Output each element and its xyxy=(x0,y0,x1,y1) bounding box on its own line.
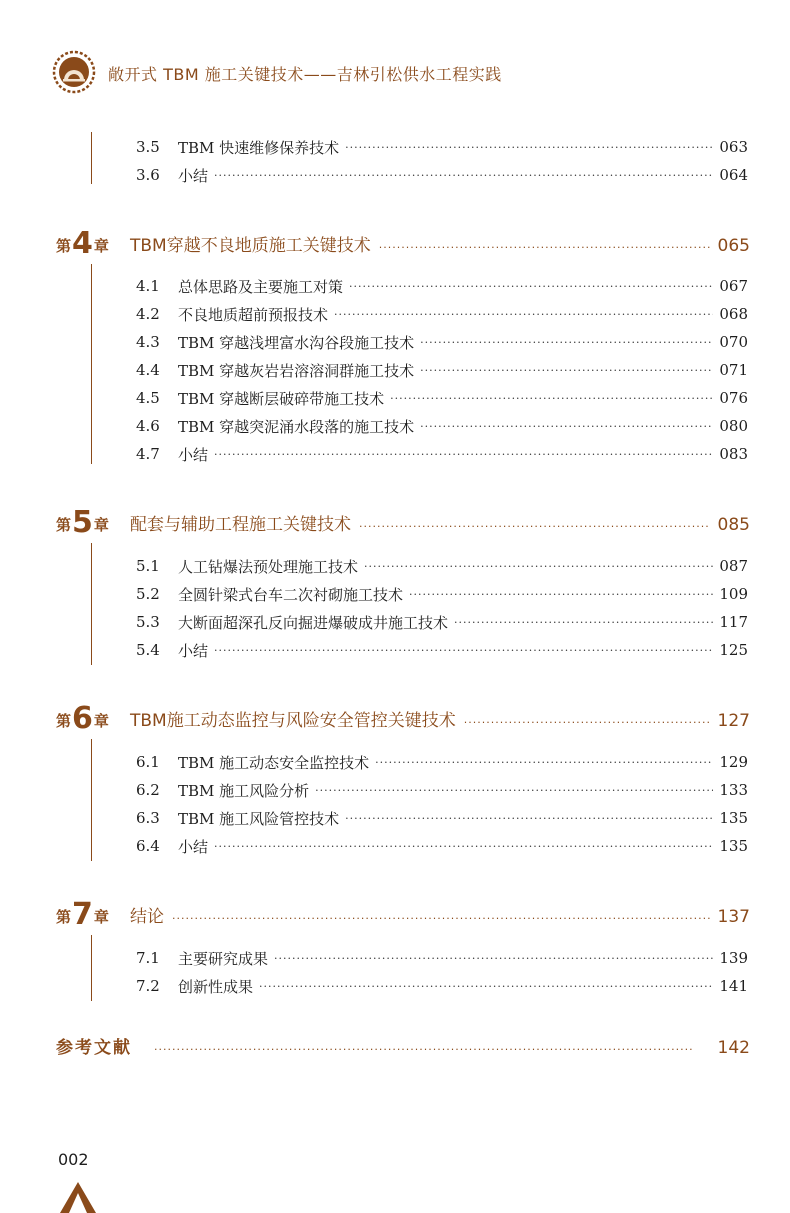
page-ref: 071 xyxy=(719,361,748,379)
toc-entry[interactable] xyxy=(136,357,748,383)
section-title: 小结 xyxy=(178,166,209,185)
section-number: 5.3 xyxy=(136,613,160,631)
chapter-title: TBM施工动态监控与风险安全管控关键技术 xyxy=(130,711,456,731)
toc-entry[interactable] xyxy=(136,637,748,663)
leader-dots xyxy=(390,392,713,405)
section-number: 4.5 xyxy=(136,389,160,407)
page-ref: 141 xyxy=(719,977,748,995)
leader-dots xyxy=(334,308,713,321)
chapter-prefix: 第 xyxy=(56,908,72,926)
toc-entry[interactable] xyxy=(136,749,748,775)
page-ref: 087 xyxy=(719,557,748,575)
section-number: 4.4 xyxy=(136,361,160,379)
page-ref: 109 xyxy=(719,585,748,603)
section-title: TBM 穿越断层破碎带施工技术 xyxy=(178,389,385,408)
section-title: TBM 施工风险分析 xyxy=(178,781,310,800)
page-ref: 133 xyxy=(719,781,748,799)
section-number: 5.4 xyxy=(136,641,160,659)
section-title: 小结 xyxy=(178,641,209,660)
toc-entry[interactable] xyxy=(136,413,748,439)
page-ref: 067 xyxy=(719,277,748,295)
toc-entry[interactable] xyxy=(136,973,748,999)
page-ref: 068 xyxy=(719,305,748,323)
section-number: 4.2 xyxy=(136,305,160,323)
chapter-prefix: 第 xyxy=(56,237,72,255)
page-ref: 139 xyxy=(719,949,748,967)
chapter-label xyxy=(56,703,130,735)
section-title: TBM 施工动态安全监控技术 xyxy=(178,753,370,772)
references-page: 142 xyxy=(717,1038,750,1058)
leader-dots xyxy=(409,588,713,601)
section-title: 大断面超深孔反向掘进爆破成井施工技术 xyxy=(178,613,449,632)
section-number: 4.3 xyxy=(136,333,160,351)
toc-entry[interactable] xyxy=(136,581,748,607)
leader-dots xyxy=(274,952,713,965)
leader-dots xyxy=(214,448,713,461)
leader-dots xyxy=(214,840,713,853)
leader-dots xyxy=(454,616,713,629)
toc-entry[interactable] xyxy=(136,301,748,327)
section-number: 6.4 xyxy=(136,837,160,855)
page-number: 002 xyxy=(58,1150,89,1169)
chapter-prefix: 第 xyxy=(56,516,72,534)
section-number: 4.7 xyxy=(136,445,160,463)
section-title: 人工钻爆法预处理施工技术 xyxy=(178,557,359,576)
leader-dots xyxy=(345,812,713,825)
toc-entry[interactable] xyxy=(136,162,748,188)
section-number: 6.2 xyxy=(136,781,160,799)
page-ref: 080 xyxy=(719,417,748,435)
leader-dots xyxy=(154,1043,710,1062)
toc-entry[interactable] xyxy=(136,385,748,411)
leader-dots xyxy=(420,420,713,433)
chapter-page: 127 xyxy=(717,711,750,731)
chapter-suffix: 章 xyxy=(93,712,109,730)
page-ref: 125 xyxy=(719,641,748,659)
section-number: 4.6 xyxy=(136,417,160,435)
leader-dots xyxy=(379,241,710,260)
section-title: 不良地质超前预报技术 xyxy=(178,305,329,324)
section-number: 4.1 xyxy=(136,277,160,295)
section-number: 5.2 xyxy=(136,585,160,603)
leader-dots xyxy=(359,520,710,539)
book-title: 敞开式 TBM 施工关键技术——吉林引松供水工程实践 xyxy=(108,65,502,84)
section-title: 小结 xyxy=(178,837,209,856)
chapter-number: 6 xyxy=(72,701,93,736)
section-number: 6.3 xyxy=(136,809,160,827)
page-ref: 083 xyxy=(719,445,748,463)
section-bar xyxy=(91,543,92,665)
leader-dots xyxy=(345,141,713,154)
page-ref: 063 xyxy=(719,138,748,156)
page-ref: 064 xyxy=(719,166,748,184)
section-bar xyxy=(91,264,92,464)
chapter-heading[interactable] xyxy=(56,220,750,260)
toc-entry[interactable] xyxy=(136,609,748,635)
section-title: TBM 穿越灰岩岩溶溶洞群施工技术 xyxy=(178,361,415,380)
references-title: 参考文献 xyxy=(56,1038,132,1058)
chapter-title: TBM穿越不良地质施工关键技术 xyxy=(130,236,371,256)
chapter-title: 结论 xyxy=(130,907,164,927)
page-ref: 070 xyxy=(719,333,748,351)
chapter-heading[interactable] xyxy=(56,499,750,539)
chapter-label xyxy=(56,507,130,539)
chapter-label xyxy=(56,228,130,260)
chapter-number: 4 xyxy=(72,226,93,261)
section-title: TBM 穿越浅埋富水沟谷段施工技术 xyxy=(178,333,415,352)
leader-dots xyxy=(315,784,713,797)
chapter-suffix: 章 xyxy=(93,237,109,255)
section-title: 总体思路及主要施工对策 xyxy=(178,277,344,296)
toc-entry[interactable] xyxy=(136,553,748,579)
page-ref: 129 xyxy=(719,753,748,771)
section-title: 主要研究成果 xyxy=(178,949,269,968)
section-title: TBM 快速维修保养技术 xyxy=(178,138,340,157)
chapter-suffix: 章 xyxy=(93,516,109,534)
chapter-page: 137 xyxy=(717,907,750,927)
leader-dots xyxy=(464,716,710,735)
section-number: 3.5 xyxy=(136,138,160,156)
chapter-suffix: 章 xyxy=(93,908,109,926)
section-bar xyxy=(91,739,92,861)
section-bar xyxy=(91,935,92,1001)
section-title: 全圆针梁式台车二次衬砌施工技术 xyxy=(178,585,404,604)
section-number: 6.1 xyxy=(136,753,160,771)
section-title: TBM 施工风险管控技术 xyxy=(178,809,340,828)
chapter-heading[interactable] xyxy=(56,695,750,735)
tunnel-logo-icon xyxy=(52,50,96,94)
leader-dots xyxy=(214,169,713,182)
leader-dots xyxy=(364,560,713,573)
chapter-heading[interactable] xyxy=(56,891,750,931)
chapter-number: 5 xyxy=(72,505,93,540)
leader-dots xyxy=(375,756,713,769)
chapter-title: 配套与辅助工程施工关键技术 xyxy=(130,515,351,535)
page-ref: 135 xyxy=(719,809,748,827)
section-number: 7.2 xyxy=(136,977,160,995)
chapter-page: 085 xyxy=(717,515,750,535)
chapter-label xyxy=(56,899,130,931)
section-bar xyxy=(91,132,92,184)
toc-entry[interactable] xyxy=(136,273,748,299)
section-title: 创新性成果 xyxy=(178,977,254,996)
page-ref: 117 xyxy=(719,613,748,631)
leader-dots xyxy=(420,336,713,349)
leader-dots xyxy=(214,644,713,657)
toc-entry[interactable] xyxy=(136,945,748,971)
leader-dots xyxy=(259,980,713,993)
section-number: 7.1 xyxy=(136,949,160,967)
toc-entry[interactable] xyxy=(136,777,748,803)
leader-dots xyxy=(420,364,713,377)
section-title: TBM 穿越突泥涌水段落的施工技术 xyxy=(178,417,415,436)
section-number: 3.6 xyxy=(136,166,160,184)
toc-entry[interactable] xyxy=(136,441,748,467)
toc-entry[interactable] xyxy=(136,805,748,831)
chapter-prefix: 第 xyxy=(56,712,72,730)
section-number: 5.1 xyxy=(136,557,160,575)
chapter-page: 065 xyxy=(717,236,750,256)
leader-dots xyxy=(349,280,713,293)
leader-dots xyxy=(172,912,710,931)
running-header xyxy=(52,50,752,94)
toc-entry[interactable] xyxy=(136,329,748,355)
toc-entry[interactable] xyxy=(136,833,748,859)
section-title: 小结 xyxy=(178,445,209,464)
page-ref: 135 xyxy=(719,837,748,855)
toc-entry[interactable] xyxy=(136,134,748,160)
references-heading[interactable] xyxy=(56,1022,750,1062)
triangle-mark-icon xyxy=(58,1180,98,1213)
chapter-number: 7 xyxy=(72,897,93,932)
page-ref: 076 xyxy=(719,389,748,407)
